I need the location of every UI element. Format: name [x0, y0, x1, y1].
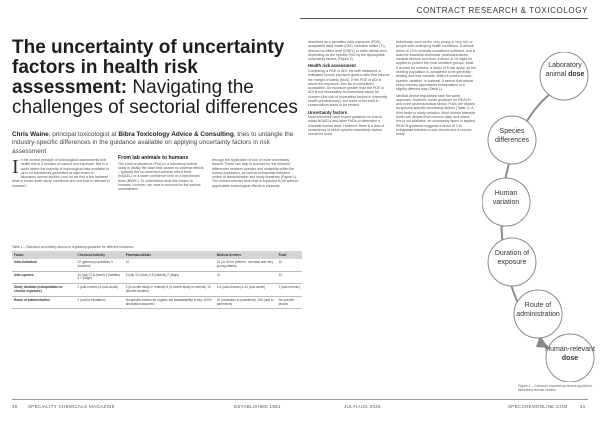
label-human-relevant-dose: [544, 346, 596, 363]
article-title: [12, 38, 302, 118]
table-row: [12, 296, 302, 309]
subhead-uncertainty-factors: Uncertainty factors: [308, 109, 348, 115]
title-light: Navigating the challenges of sectorial differences: [12, 77, 298, 118]
diagram-arrows: [482, 52, 598, 382]
label-duration-of-exposure: [486, 250, 538, 267]
body-column-5: [396, 40, 476, 139]
table-row: [12, 284, 302, 297]
col5-text: individuals, such as the very young or very old, or people with underlying health conditions. A default factor of 10 is normally considered sufficient, and is used for industrial chemicals, pharmaceuticals, medical devices and food. A factor of 10 might be applied to protect the most sensitive groups, while 5 is used for workers, a factor of 5 can apply, as the working population is considered to be generally healthy and less variable. When it comes to inter-species variation, in contrast, it seems that almost every industry approaches extrapolation in a slightly different way (Table 1).: [396, 40, 476, 92]
subhead-lab-to-human: From lab animals to humans: [118, 155, 189, 161]
label-text: Duration of exposure: [494, 250, 530, 266]
col4-text: described as a permitted daily exposure (PDE), acceptable daily intake (ADI), tolerable intake (TI), derived no-effect level (DNEL) or other similar term depending on the specific PoD by the appropriate uncertainty factors (Figure 2).: [308, 40, 387, 62]
website: SPECCHEMONLINE.COM: [508, 404, 568, 409]
table-cell: 10: [215, 271, 277, 284]
figure-caption: Figure 1 – Common uncertainty factors applied to laboratory-animal studies: [518, 384, 593, 392]
col4-text-3: Most industries have expert guidance on how to adapt NOAELs and other PoDs to determine a tolerable human level. However, there is a lack of consistency in which specific uncertainty factors should be used.: [308, 115, 385, 137]
standfirst-text-1: , principal toxicologist at: [48, 131, 119, 138]
table-header-cell: Food: [277, 251, 302, 259]
body-column-1: [12, 158, 110, 188]
title-bold: The uncertainty of uncertainty factors in health risk assessment:: [12, 37, 285, 98]
table-header-cell: Chemical industry: [75, 251, 123, 259]
table-header-row: [12, 251, 302, 259]
table-cell: Route of administration: [12, 296, 75, 309]
table-cell: 10: [277, 259, 302, 271]
table-cell: Intra-individual: [12, 259, 75, 271]
page-number-right: 31: [580, 404, 586, 409]
body-column-3: [212, 158, 300, 190]
table-cell: 10: [277, 271, 302, 284]
drop-cap: I: [12, 156, 19, 178]
body-column-2: [118, 156, 204, 194]
table-header-cell: Medical devices: [215, 251, 277, 259]
label-human-variation: [482, 190, 530, 207]
label-bold: dose: [561, 354, 579, 362]
label-text: Human-relevant: [545, 346, 595, 353]
label-text: Species differences: [494, 128, 530, 144]
col2-text: The point of departure (PoD) in a laboratory animal study is ideally the dose that causes no adverse effects – typically the no-observed-adverse-effect level (NOAEL) or a lower confidence limit on a benchmark dose (BMDL). To understand what this means to humans, however, we have to account for the various uncertainties: [118, 161, 204, 192]
subhead-health-risk: Health risk assessment: [308, 63, 356, 69]
table-cell: 10 (rat) 17.5 (mice) 4 (rabbits) 3.1 (dogs): [75, 271, 123, 284]
table-caption: Table 1 – Standard uncertainty factors in regulatory guidance for different industries: [12, 245, 134, 249]
table-cell: 10 (or 30 for preterm, neonatal and very young infants): [215, 259, 277, 271]
table-header-cell: Pharmaceuticals: [124, 251, 215, 259]
company-name: Bibra Toxicology Advice & Consulting: [118, 131, 234, 138]
table-cell: 5 (rat) 12 (mice) 2.5 (rabbits) 2 (dogs): [124, 271, 215, 284]
uncertainty-factor-table: [12, 245, 302, 373]
table-cell: No specific factors: [277, 296, 302, 309]
table-cell: 2 (sub-chronic) 6 (sub-acute): [75, 284, 123, 297]
table-cell: 10 (general population) 5 (workers): [75, 259, 123, 271]
label-lab-animal-dose: [540, 62, 590, 79]
magazine-name: SPECIALITY CHEMICALS MAGAZINE: [28, 404, 115, 409]
table-cell: Study duration (extrapolation to chronic exposure): [12, 284, 75, 297]
col5-text-2: Medical device regulations take the same approach. However, under guidance for REACH and in the pharmaceutical sector, PoDs are divided by species-specific uncertainty factors (Table 1). A third factor is study variation. Most human tolerable levels are derived from chronic data, and where this is not available, an uncertainty factor is applied. REACH guidance suggests a factor of 2 to extrapolate between a sub-chronic and a chronic study.: [396, 93, 476, 137]
col1-text: n the central principle of toxicological assessments that health risk is a function of hazard and exposure. But in a world where the majority of toxicological data available to us is on substances generated at high doses in laboratory animal studies, how do we find a link between what is found under study conditions and one that is relevant to humans?: [12, 158, 110, 188]
table-row: [12, 259, 302, 271]
table-cell: 10 (inhalation to parenteral), 100 (oral to parenteral): [215, 296, 277, 309]
table-cell: No specific factors for organic but bioavailability is key; 100% absorption assumed: [124, 296, 215, 309]
standfirst-text-2: , tries to untangle the industry-specific differences in the guidance available on applying uncertainty factors in risk assessment: [12, 131, 294, 155]
label-text: Laboratory animal: [545, 62, 582, 78]
col4-text-2: Comparing a PDE or ADI, etc with measured or estimated human exposure gives a ratio that informs the margin of safety (MoS). If the PDE or ADI is above the exposure, the risk is considered acceptable. An exposure greater than the PDE or ADI is not necessarily an immediate cause for concern (the use of uncertainty factors is inherently health-precautionary), but some of the built-in conservatism starts to be eroded.: [308, 68, 390, 108]
issue-date: JULY/AUG 2025: [344, 404, 381, 409]
table-cell: 2-6 (sub-chronic) 6-10 (sub-acute): [215, 284, 277, 297]
page-number-left: 30: [12, 404, 18, 409]
table-cell: 2 (6-month study in rodents) 5 (3-month study in rodents) 10 (shorter studies): [124, 284, 215, 297]
table-cell: Inter-species: [12, 271, 75, 284]
footer-rule: [12, 399, 588, 400]
established-note: ESTABLISHED 1981: [234, 404, 281, 409]
section-header: CONTRACT RESEARCH & TOXICOLOGY: [416, 6, 588, 15]
author-name: Chris Waine: [12, 131, 49, 138]
table: [12, 251, 302, 309]
standfirst: [12, 131, 302, 156]
table-header-cell: Factor: [12, 251, 75, 259]
label-text: Human variation: [492, 190, 520, 206]
col3-text: through the application of one or more uncertainty factors. These can help to account for the inherent differences between species and variability within the human population, as well as extrapolate between routes of administration and study durations (Figure 1). The human-relevant level that is expected to be without appreciable toxicological effects is variously: [212, 158, 298, 188]
label-text: Route of administration: [516, 302, 560, 318]
table-row: [12, 271, 302, 284]
table-cell: 2 (oral to inhalation): [75, 296, 123, 309]
label-route-of-administration: [510, 302, 566, 319]
body-column-4: [308, 40, 390, 139]
header-rule: [300, 18, 588, 19]
uncertainty-diagram: [482, 52, 598, 382]
table-cell: 2 (sub-chronic): [277, 284, 302, 297]
table-cell: 10: [124, 259, 215, 271]
label-species-differences: [484, 128, 540, 145]
label-bold: dose: [568, 70, 585, 78]
